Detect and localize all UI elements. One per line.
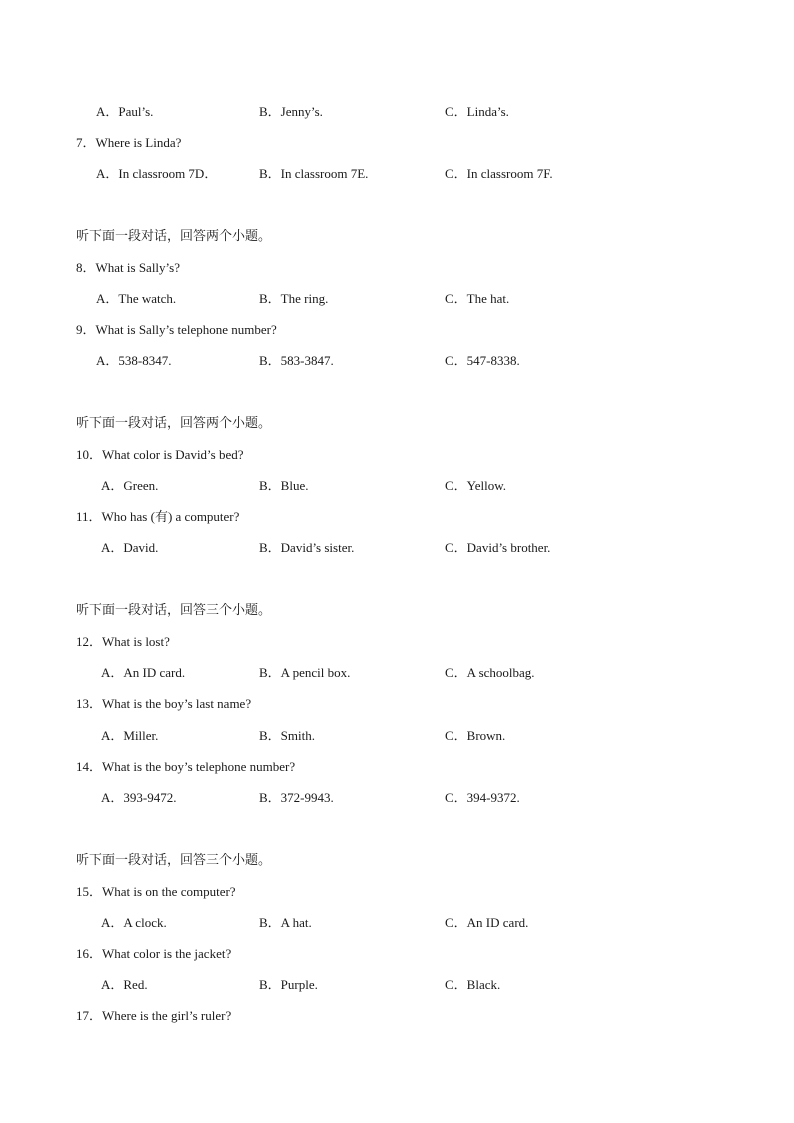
answer-options-row [0,103,794,121]
answer-options-row [0,789,794,807]
answer-options-row [0,352,794,370]
option-c: C．An ID card. [445,915,529,930]
option-c: C．394-9372. [445,790,520,805]
question-text: 11．Who has (有) a computer? [76,509,240,524]
question-text: 15．What is on the computer? [76,884,236,899]
question-line [0,321,794,339]
question-line [0,695,794,713]
option-a: A．538-8347. [96,353,172,368]
option-b: B．Smith. [259,728,315,743]
answer-options-row [0,976,794,994]
question-text: 14．What is the boy’s telephone number? [76,759,296,774]
answer-options-row [0,664,794,682]
option-a: A．Miller. [101,728,159,743]
question-text: 16．What color is the jacket? [76,946,232,961]
option-c: C．547-8338. [445,353,520,368]
option-a: A．393-9472. [101,790,177,805]
option-c: C．Brown. [445,728,506,743]
question-line [0,508,794,526]
section-instruction [0,602,794,620]
answer-options-row [0,727,794,745]
option-b: B．David’s sister. [259,540,355,555]
question-line [0,1007,794,1025]
question-line [0,259,794,277]
option-c: C．Linda’s. [445,104,509,119]
question-text: 17．Where is the girl’s ruler? [76,1008,232,1023]
option-a: A．Red. [101,977,148,992]
option-a: A．In classroom 7D． [96,166,218,181]
question-text: 12．What is lost? [76,634,170,649]
question-text: 8．What is Sally’s? [76,260,180,275]
section-instruction [0,852,794,870]
option-a: A．The watch. [96,291,177,306]
section-instruction [0,415,794,433]
option-c: C．Black. [445,977,501,992]
instruction-text: 听下面一段对话，回答两个小题。 [76,416,272,431]
question-line [0,633,794,651]
answer-options-row [0,290,794,308]
option-a: A．Green. [101,478,159,493]
answer-options-row [0,477,794,495]
option-a: A．A clock. [101,915,167,930]
option-b: B．372-9943. [259,790,334,805]
option-b: B．In classroom 7E. [259,166,369,181]
answer-options-row [0,914,794,932]
answer-options-row [0,539,794,557]
question-text: 10．What color is David’s bed? [76,447,244,462]
option-c: C．A schoolbag. [445,665,535,680]
option-c: C．David’s brother. [445,540,551,555]
section-instruction [0,228,794,246]
option-a: A．David. [101,540,159,555]
option-c: C．The hat. [445,291,510,306]
option-b: B．A pencil box. [259,665,351,680]
question-line [0,945,794,963]
instruction-text: 听下面一段对话，回答两个小题。 [76,229,272,244]
option-b: B．The ring. [259,291,329,306]
option-b: B．Jenny’s. [259,104,323,119]
option-a: A．Paul’s. [96,104,154,119]
option-c: C．Yellow. [445,478,507,493]
question-text: 7．Where is Linda? [76,135,182,150]
answer-options-row [0,165,794,183]
question-line [0,134,794,152]
instruction-text: 听下面一段对话，回答三个小题。 [76,603,272,618]
question-text: 9．What is Sally’s telephone number? [76,322,277,337]
question-text: 13．What is the boy’s last name? [76,696,252,711]
instruction-text: 听下面一段对话，回答三个小题。 [76,853,272,868]
question-line [0,758,794,776]
question-line [0,883,794,901]
option-c: C．In classroom 7F. [445,166,553,181]
option-a: A．An ID card. [101,665,186,680]
option-b: B．583-3847. [259,353,334,368]
option-b: B．Purple. [259,977,318,992]
option-b: B．A hat. [259,915,312,930]
question-line [0,446,794,464]
option-b: B．Blue. [259,478,309,493]
